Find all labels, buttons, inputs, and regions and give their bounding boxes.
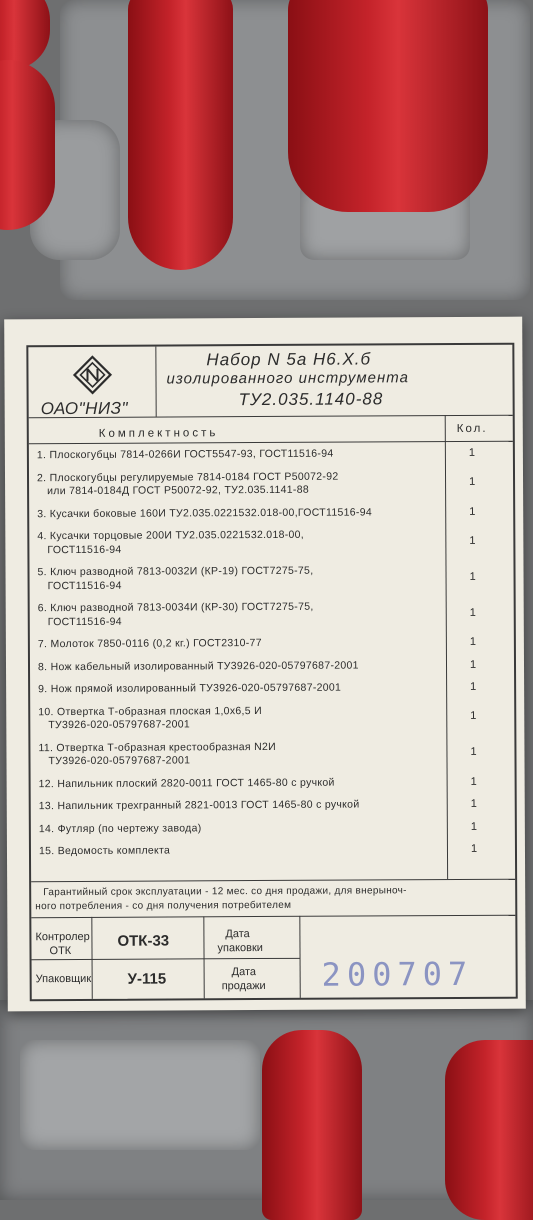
list-item: [30, 635, 514, 651]
red-handle-bottom: [262, 1030, 362, 1220]
list-item-text: 4. Кусачки торцовые 200И ТУ2.035.0221532.018-00,: [37, 528, 305, 543]
list-item-text: 12. Напильник плоский 2820-0011 ГОСТ 1465-80 с ручкой: [38, 776, 335, 790]
red-handle-bottom-right: [445, 1040, 533, 1220]
list-item-text: 2. Плоскогубцы регулируемые 7814-0184 ГОСТ Р50072-92: [36, 470, 339, 484]
list-item-qty: 1: [469, 635, 477, 648]
list-item-text: 7. Молоток 7850-0116 (0,2 кг.) ГОСТ2310-77: [37, 637, 262, 651]
list-item-text: 10. Отвертка Т-образная плоская 1,0х6,5 И: [38, 704, 262, 718]
red-handle-center: [128, 0, 233, 270]
red-handle-right: [288, 0, 488, 212]
list-item-text: 8. Нож кабельный изолированный ТУ3926-020-05797687-2001: [37, 659, 359, 673]
company-name: ОАО"НИЗ": [40, 398, 129, 419]
list-item-text: 14. Футляр (по чертежу завода): [38, 821, 202, 835]
list-item: [30, 739, 514, 768]
list-item-qty: 1: [470, 820, 478, 833]
title-line-3: ТУ2.035.1140-88: [238, 389, 384, 410]
document-sheet: [4, 317, 526, 1012]
list-item-qty: 1: [470, 842, 478, 855]
list-item: [31, 820, 515, 835]
list-item-qty: 1: [470, 680, 477, 693]
list-item-text: 6. Ключ разводной 7813-0034И (КР-30) ГОСТ7275-75,: [37, 600, 314, 615]
list-item: [31, 797, 515, 813]
list-item: [31, 775, 515, 790]
header-divider: [155, 347, 156, 417]
footer-divider-3: [299, 916, 300, 998]
sale-date-label-2: продажи: [221, 980, 266, 993]
list-item-text: ГОСТ11516-94: [47, 615, 122, 628]
list-item: [29, 564, 513, 592]
list-item: [30, 600, 514, 628]
warranty-rule: [31, 915, 515, 919]
list-item-qty: 1: [470, 797, 477, 810]
title-line-1: Набор N 5а Н6.Х.б: [206, 349, 372, 370]
logo: [36, 353, 146, 434]
packer-label: Упаковщик: [35, 972, 92, 986]
red-handle-left: [0, 60, 55, 230]
list-item: [29, 469, 513, 498]
controller-label-2: ОТК: [49, 945, 72, 958]
list-item-text: 15. Ведомость комплекта: [38, 844, 171, 858]
list-item: [30, 703, 514, 732]
list-item-qty: 1: [470, 775, 477, 788]
list-item-qty: 1: [469, 606, 476, 619]
list-item-text: 3. Кусачки боковые 160И ТУ2.035.0221532.018-00,ГОСТ11516-94: [37, 505, 373, 520]
list-item-qty: 1: [468, 446, 476, 459]
list-item: [30, 658, 514, 673]
list-item-text: ГОСТ11516-94: [47, 543, 122, 556]
list-item-text: 1. Плоскогубцы 7814-0266И ГОСТ5547-93, ГОСТ11516-94: [36, 447, 334, 462]
footer-divider-2: [203, 916, 204, 998]
column-header-rule: [29, 441, 513, 445]
list-item: [31, 842, 515, 858]
list-item: [29, 505, 513, 520]
list-item-qty: 1: [469, 658, 477, 671]
list-item-qty: 1: [469, 505, 476, 518]
case-socket-bottom: [20, 1040, 260, 1150]
controller-label-1: Контролер: [35, 930, 90, 944]
list-item-text: ТУ3926-020-05797687-2001: [48, 754, 191, 768]
diamond-n-logo-icon: [72, 355, 112, 395]
column-qty-header: Кол.: [456, 422, 488, 435]
title-line-2: изолированного инструмента: [166, 369, 409, 388]
list-item: [29, 446, 513, 462]
items-bottom-rule: [31, 879, 515, 883]
pack-date-label-2: упаковки: [217, 942, 263, 955]
sale-date-label-1: Дата: [231, 966, 257, 979]
items-list: [29, 445, 515, 878]
sale-date-stamp: 200707: [321, 954, 474, 994]
packer-value: У-115: [127, 970, 167, 988]
list-item-text: ГОСТ11516-94: [47, 579, 122, 592]
footer-mid-rule: [32, 958, 300, 960]
list-item-text: 11. Отвертка Т-образная крестообразная N2И: [38, 740, 276, 754]
list-item-text: или 7814-0184Д ГОСТ Р50072-92, ТУ2.035.1141-88: [47, 483, 310, 498]
column-items-header: Комплектность: [98, 427, 219, 440]
list-item: [30, 680, 514, 696]
list-item-text: ТУ3926-020-05797687-2001: [48, 718, 191, 732]
list-item-text: 13. Напильник трехгранный 2821-0013 ГОСТ 1465-80 с ручкой: [38, 798, 360, 813]
warranty-line-1: Гарантийный срок эксплуатации - 12 мес. со дня продажи, для внерыноч-: [43, 885, 407, 899]
list-item-text: 5. Ключ разводной 7813-0032И (КР-19) ГОСТ7275-75,: [37, 564, 314, 579]
list-item: [29, 528, 513, 556]
list-item-qty: 1: [470, 710, 477, 723]
pack-date-label-1: Дата: [225, 928, 250, 941]
list-item-text: 9. Нож прямой изолированный ТУ3926-020-05797687-2001: [38, 681, 342, 696]
warranty-line-2: ного потребления - со дня получения потребителем: [35, 899, 292, 913]
list-item-qty: 1: [469, 476, 476, 489]
document-frame: [26, 343, 517, 1002]
list-item-qty: 1: [469, 570, 476, 583]
list-item-qty: 1: [470, 746, 477, 759]
list-item-qty: 1: [469, 534, 476, 547]
qty-column-divider-top: [445, 415, 446, 441]
controller-value: ОТК-33: [117, 932, 170, 950]
